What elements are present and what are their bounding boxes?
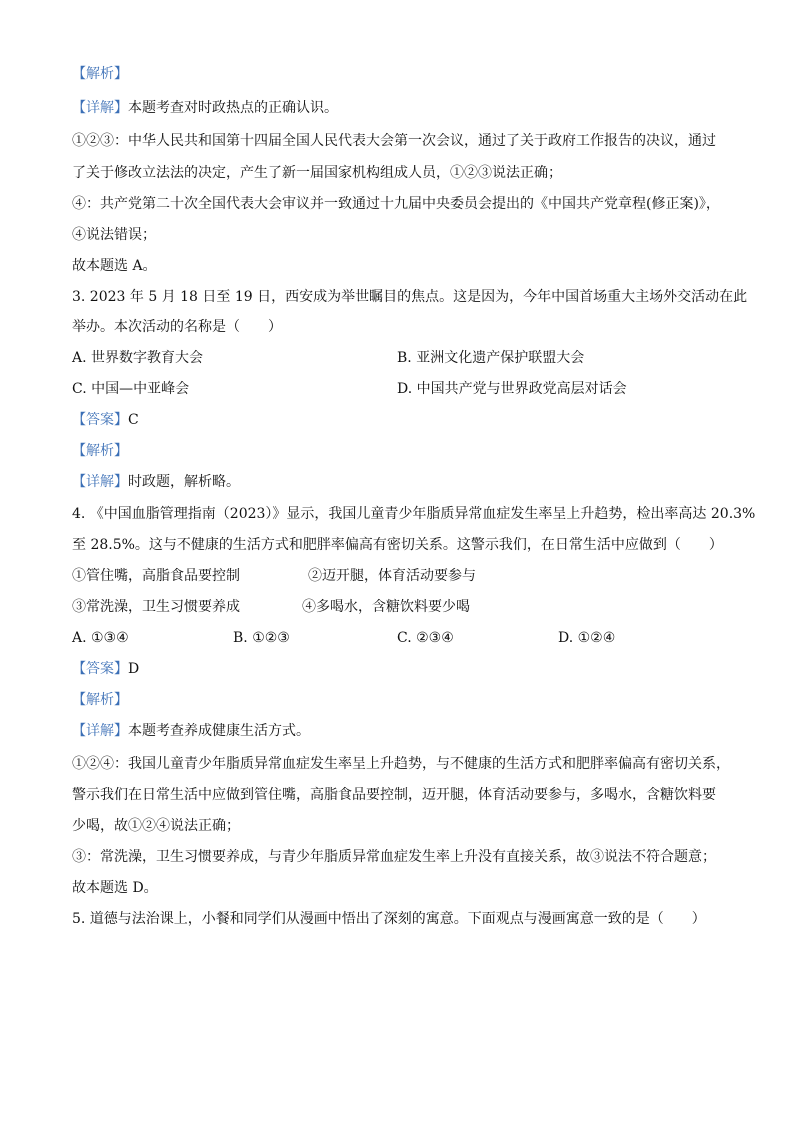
q3-detail xyxy=(72,472,240,492)
q3-stem-line-2: 举办。本次活动的名称是（ ） xyxy=(72,319,282,335)
q3-detail-label: 【详解】 xyxy=(72,474,128,490)
q4-item-2: ②迈开腿，体育活动要参与 xyxy=(308,568,476,584)
q3-answer-label: 【答案】 xyxy=(72,412,128,428)
q3-answer xyxy=(72,410,139,430)
q2-paragraph-2-line-2: ④说法错误； xyxy=(72,227,156,243)
q2-paragraph-2-line-1: ④：共产党第二十次全国代表大会审议并一致通过十九届中央委员会提出的《中国共产党章程(修正案)》， xyxy=(72,196,720,212)
q4-item-4: ④多喝水，含糖饮料要少喝 xyxy=(302,599,470,615)
q4-paragraph-2-line-1: ③：常洗澡，卫生习惯要养成，与青少年脂质异常血症发生率上升没有直接关系，故③说法不符合题意； xyxy=(72,849,716,865)
q4-item-3: ③常洗澡，卫生习惯要养成 xyxy=(72,599,240,615)
q3-option-a: A. 世界数字教育大会 xyxy=(72,350,204,366)
q4-stem-line-1: 4. 《中国血脂管理指南（2023）》显示，我国儿童青少年脂质异常血症发生率呈上升趋势，检出率高达 20.3% xyxy=(72,506,756,522)
q4-paragraph-1-line-1: ①②④：我国儿童青少年脂质异常血症发生率呈上升趋势，与不健康的生活方式和肥胖率偏高有密切关系， xyxy=(72,756,730,772)
q3-stem-line-1: 3. 2023 年 5 月 18 日至 19 日，西安成为举世瞩目的焦点。这是因为，今年中国首场重大主场外交活动在此 xyxy=(72,289,748,305)
q4-answer-label: 【答案】 xyxy=(72,661,128,677)
q2-detail-label: 【详解】 xyxy=(72,100,128,116)
q3-analysis-label: 【解析】 xyxy=(72,443,128,459)
q2-detail xyxy=(72,98,338,118)
q4-option-b: B. ①②③ xyxy=(233,630,290,646)
q4-stem-line-2: 至 28.5%。这与不健康的生活方式和肥胖率偏高有密切关系。这警示我们，在日常生活中应做到（ ） xyxy=(72,537,723,553)
q4-detail xyxy=(72,721,310,741)
q4-paragraph-1-line-3: 少喝，故①②④说法正确； xyxy=(72,818,240,834)
q2-analysis-label: 【解析】 xyxy=(72,66,128,82)
q4-analysis-label: 【解析】 xyxy=(72,692,128,708)
q4-detail-text: 本题考查养成健康生活方式。 xyxy=(128,723,310,739)
q2-paragraph-1-line-1: ①②③：中华人民共和国第十四届全国人民代表大会第一次会议，通过了关于政府工作报告的决议，通过 xyxy=(72,133,716,149)
q4-option-d: D. ①②④ xyxy=(558,630,616,646)
q4-option-a: A. ①③④ xyxy=(72,630,129,646)
q4-answer-value: D xyxy=(128,661,140,677)
q3-answer-value: C xyxy=(128,412,139,428)
q4-paragraph-1-line-2: 警示我们在日常生活中应做到管住嘴，高脂食品要控制，迈开腿，体育活动要参与，多喝水，含糖饮料要 xyxy=(72,787,716,803)
q3-option-d: D. 中国共产党与世界政党高层对话会 xyxy=(397,381,627,397)
q2-detail-text: 本题考查对时政热点的正确认识。 xyxy=(128,100,338,116)
q2-paragraph-1-line-2: 了关于修改立法法的决定，产生了新一届国家机构组成人员，①②③说法正确； xyxy=(72,165,562,181)
q4-conclusion: 故本题选 D。 xyxy=(72,880,158,896)
q3-option-b: B. 亚洲文化遗产保护联盟大会 xyxy=(397,350,585,366)
q5-stem-line-1: 5. 道德与法治课上，小餐和同学们从漫画中悟出了深刻的寓意。下面观点与漫画寓意一致的是（ ） xyxy=(72,911,706,927)
q4-detail-label: 【详解】 xyxy=(72,723,128,739)
q3-option-c: C. 中国—中亚峰会 xyxy=(72,381,190,397)
q4-answer xyxy=(72,659,139,679)
q4-item-1: ①管住嘴，高脂食品要控制 xyxy=(72,568,240,584)
q4-option-c: C. ②③④ xyxy=(397,630,454,646)
q3-detail-text: 时政题，解析略。 xyxy=(128,474,240,490)
q2-conclusion: 故本题选 A。 xyxy=(72,258,157,274)
